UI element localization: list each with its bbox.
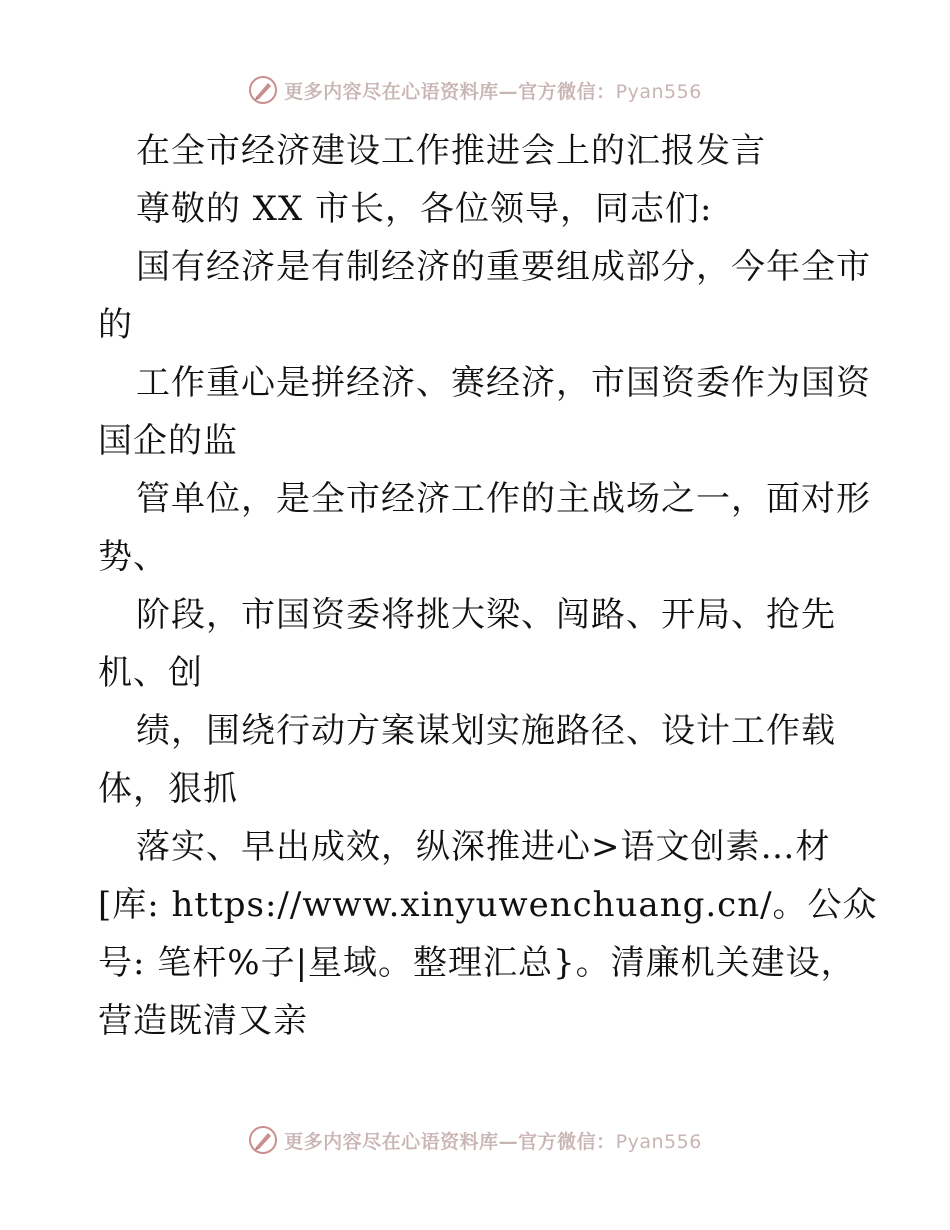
- document-line: 号: 笔杆%子|星域。整理汇总}。清廉机关建设，: [98, 943, 856, 983]
- document-line: 机、创: [98, 653, 203, 693]
- document-line: 营造既清又亲: [98, 1001, 308, 1041]
- document-line: 国企的监: [98, 421, 238, 461]
- footer-banner-text: 更多内容尽在心语资料库—官方微信：Pyan556: [284, 1130, 702, 1153]
- document-line: 管单位，是全市经济工作的主战场之一，面对形: [136, 479, 871, 519]
- pen-logo-icon: [248, 1125, 278, 1155]
- document-body: [98, 122, 878, 1050]
- header-wechat-id: Pyan556: [615, 80, 702, 103]
- document-line: 绩，围绕行动方案谋划实施路径、设计工作载: [136, 711, 836, 751]
- header-banner: [0, 70, 950, 110]
- document-line: [库: https://www.xinyuwenchuang.cn/。公众: [98, 885, 878, 925]
- document-line: 势、: [98, 537, 168, 577]
- footer-wechat-id: Pyan556: [615, 1130, 702, 1153]
- document-line: 落实、早出成效，纵深推进心>语文创素…材: [136, 827, 831, 867]
- document-line: 在全市经济建设工作推进会上的汇报发言: [136, 131, 766, 171]
- footer-banner: [0, 1120, 950, 1160]
- pen-logo-icon: [248, 75, 278, 105]
- header-banner-text: 更多内容尽在心语资料库—官方微信：Pyan556: [284, 80, 702, 103]
- document-line: 尊敬的 XX 市长，各位领导，同志们:: [136, 189, 713, 229]
- document-line: 的: [98, 305, 133, 345]
- document-line: 体，狠抓: [98, 769, 238, 809]
- document-line: 工作重心是拼经济、赛经济，市国资委作为国资: [136, 363, 871, 403]
- document-line: 阶段，市国资委将挑大梁、闯路、开局、抢先: [136, 595, 836, 635]
- document-line: 国有经济是有制经济的重要组成部分，今年全市: [136, 247, 871, 287]
